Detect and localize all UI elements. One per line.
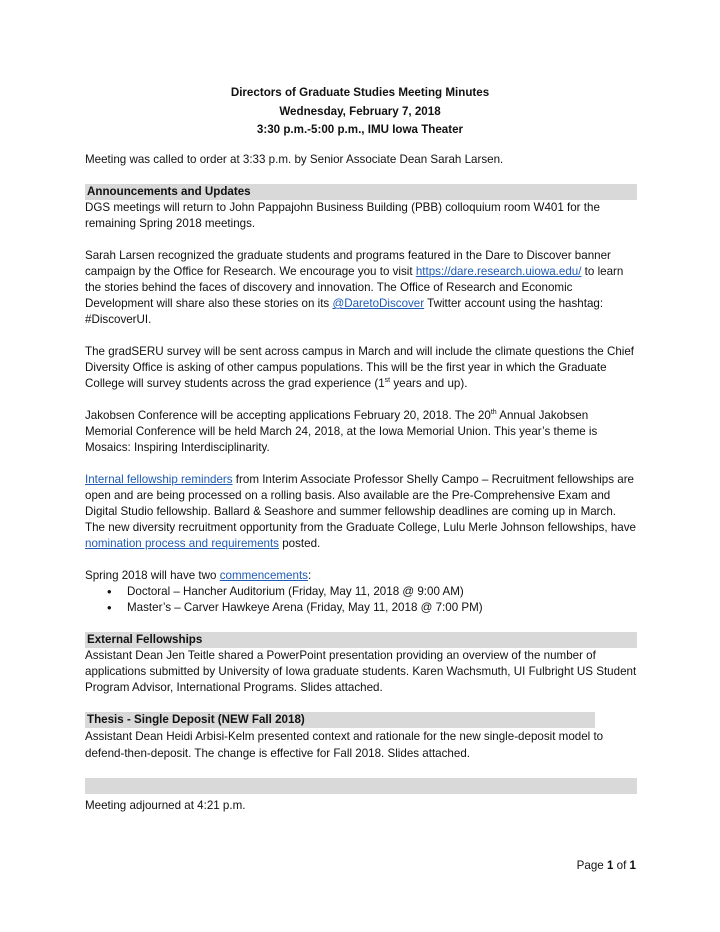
nomination-process-link[interactable]: nomination process and requirements <box>85 537 279 550</box>
page-label: Page <box>576 859 604 872</box>
commencement-list <box>85 584 637 616</box>
text-run: : <box>307 569 312 582</box>
page-number <box>577 858 636 874</box>
page-of-label: of <box>616 859 627 872</box>
announcement-paragraph-4 <box>85 408 637 456</box>
superscript: st <box>384 377 391 385</box>
document-header <box>0 84 720 140</box>
text-run: to learn the stories behind the faces of discovery and innovation. The Office of Research and Economic Development will share also these stories on its <box>85 265 624 310</box>
commencements-link[interactable]: commencements <box>219 569 308 582</box>
text-run: from Interim Associate Professor Shelly Campo – Recruitment fellowships are open and are being processed on a rolling basis. Also available are the Pre-Comprehensive Exam and Digital Studio fellowship. Ballard & Seashore and summer fellowship deadlines are coming up in March. The new diversity recruitment opportunity from the Graduate College, Lulu Merle Johnson fellowships, have <box>85 473 636 534</box>
daretodiscover-twitter-link[interactable]: @DaretoDiscover <box>332 297 425 310</box>
text-run: Spring 2018 will have two <box>85 569 220 582</box>
internal-fellowship-reminders-link[interactable]: Internal fellowship reminders <box>85 473 233 486</box>
text-run: posted. <box>278 537 321 550</box>
meeting-date: Wednesday, February 7, 2018 <box>279 104 441 118</box>
text-run: Sarah Larsen recognized the graduate students and programs featured in the Dare to Discover banner campaign by the Office for Research. We encourage you to visit <box>85 249 611 278</box>
announcement-paragraph-3 <box>85 344 637 392</box>
intro-paragraph: Meeting was called to order at 3:33 p.m. by Senior Associate Dean Sarah Larsen. <box>85 153 504 166</box>
announcement-paragraph-1: DGS meetings will return to John Pappajohn Business Building (PBB) colloquium room W401 for the remaining Spring 2018 meetings. <box>85 201 600 230</box>
document-body <box>85 152 637 830</box>
superscript: th <box>490 409 497 417</box>
meeting-time-place: 3:30 p.m.-5:00 p.m., IMU Iowa Theater <box>256 123 464 136</box>
dare-research-link[interactable]: https://dare.research.uiowa.edu/ <box>415 265 582 278</box>
text-run: years and up). <box>390 377 468 390</box>
text-run: Twitter account using the hashtag: #DiscoverUI. <box>85 297 604 326</box>
section-heading-external-fellowships: External Fellowships <box>85 632 637 648</box>
section-heading-announcements: Announcements and Updates <box>85 184 637 200</box>
page-current: 1 <box>606 859 614 872</box>
text-run: The gradSERU survey will be sent across campus in March and will include the climate questions the Chief Diversity Office is asking of other campus populations. This will be the first year in which the Graduate College will survey students across the grad experience (1 <box>85 345 635 390</box>
adjourned-paragraph: Meeting adjourned at 4:21 p.m. <box>85 799 246 812</box>
thesis-paragraph: Assistant Dean Heidi Arbisi-Kelm presented context and rationale for the new single-deposit model to defend-then-deposit. The change is effective for Fall 2018. Slides attached. <box>85 730 604 760</box>
announcement-paragraph-5 <box>85 472 637 552</box>
section-heading-thesis: Thesis - Single Deposit (NEW Fall 2018) <box>85 712 595 728</box>
list-item: • Master’s – Carver Hawkeye Arena (Friday, May 11, 2018 @ 7:00 PM) <box>85 600 637 616</box>
document-title: Directors of Graduate Studies Meeting Minutes <box>230 86 490 99</box>
text-run: Jakobsen Conference will be accepting applications February 20, 2018. The 20 <box>85 409 491 422</box>
text-run: Annual Jakobsen Memorial Conference will be held March 24, 2018, at the Iowa Memorial Union. This year’s theme is Mosaics: Inspiring Interdisciplinarity. <box>85 409 598 454</box>
page-total: 1 <box>629 859 636 872</box>
blank-section-bar <box>85 778 637 794</box>
list-item: • Doctoral – Hancher Auditorium (Friday, May 11, 2018 @ 9:00 AM) <box>85 584 637 600</box>
external-paragraph: Assistant Dean Jen Teitle shared a PowerPoint presentation providing an overview of the number of applications submitted by University of Iowa graduate students. Karen Wachsmuth, UI Fulbright US Student Program Advisor, International Programs. Slides attached. <box>85 649 637 694</box>
announcement-paragraph-6 <box>85 568 637 584</box>
announcement-paragraph-2 <box>85 248 637 328</box>
